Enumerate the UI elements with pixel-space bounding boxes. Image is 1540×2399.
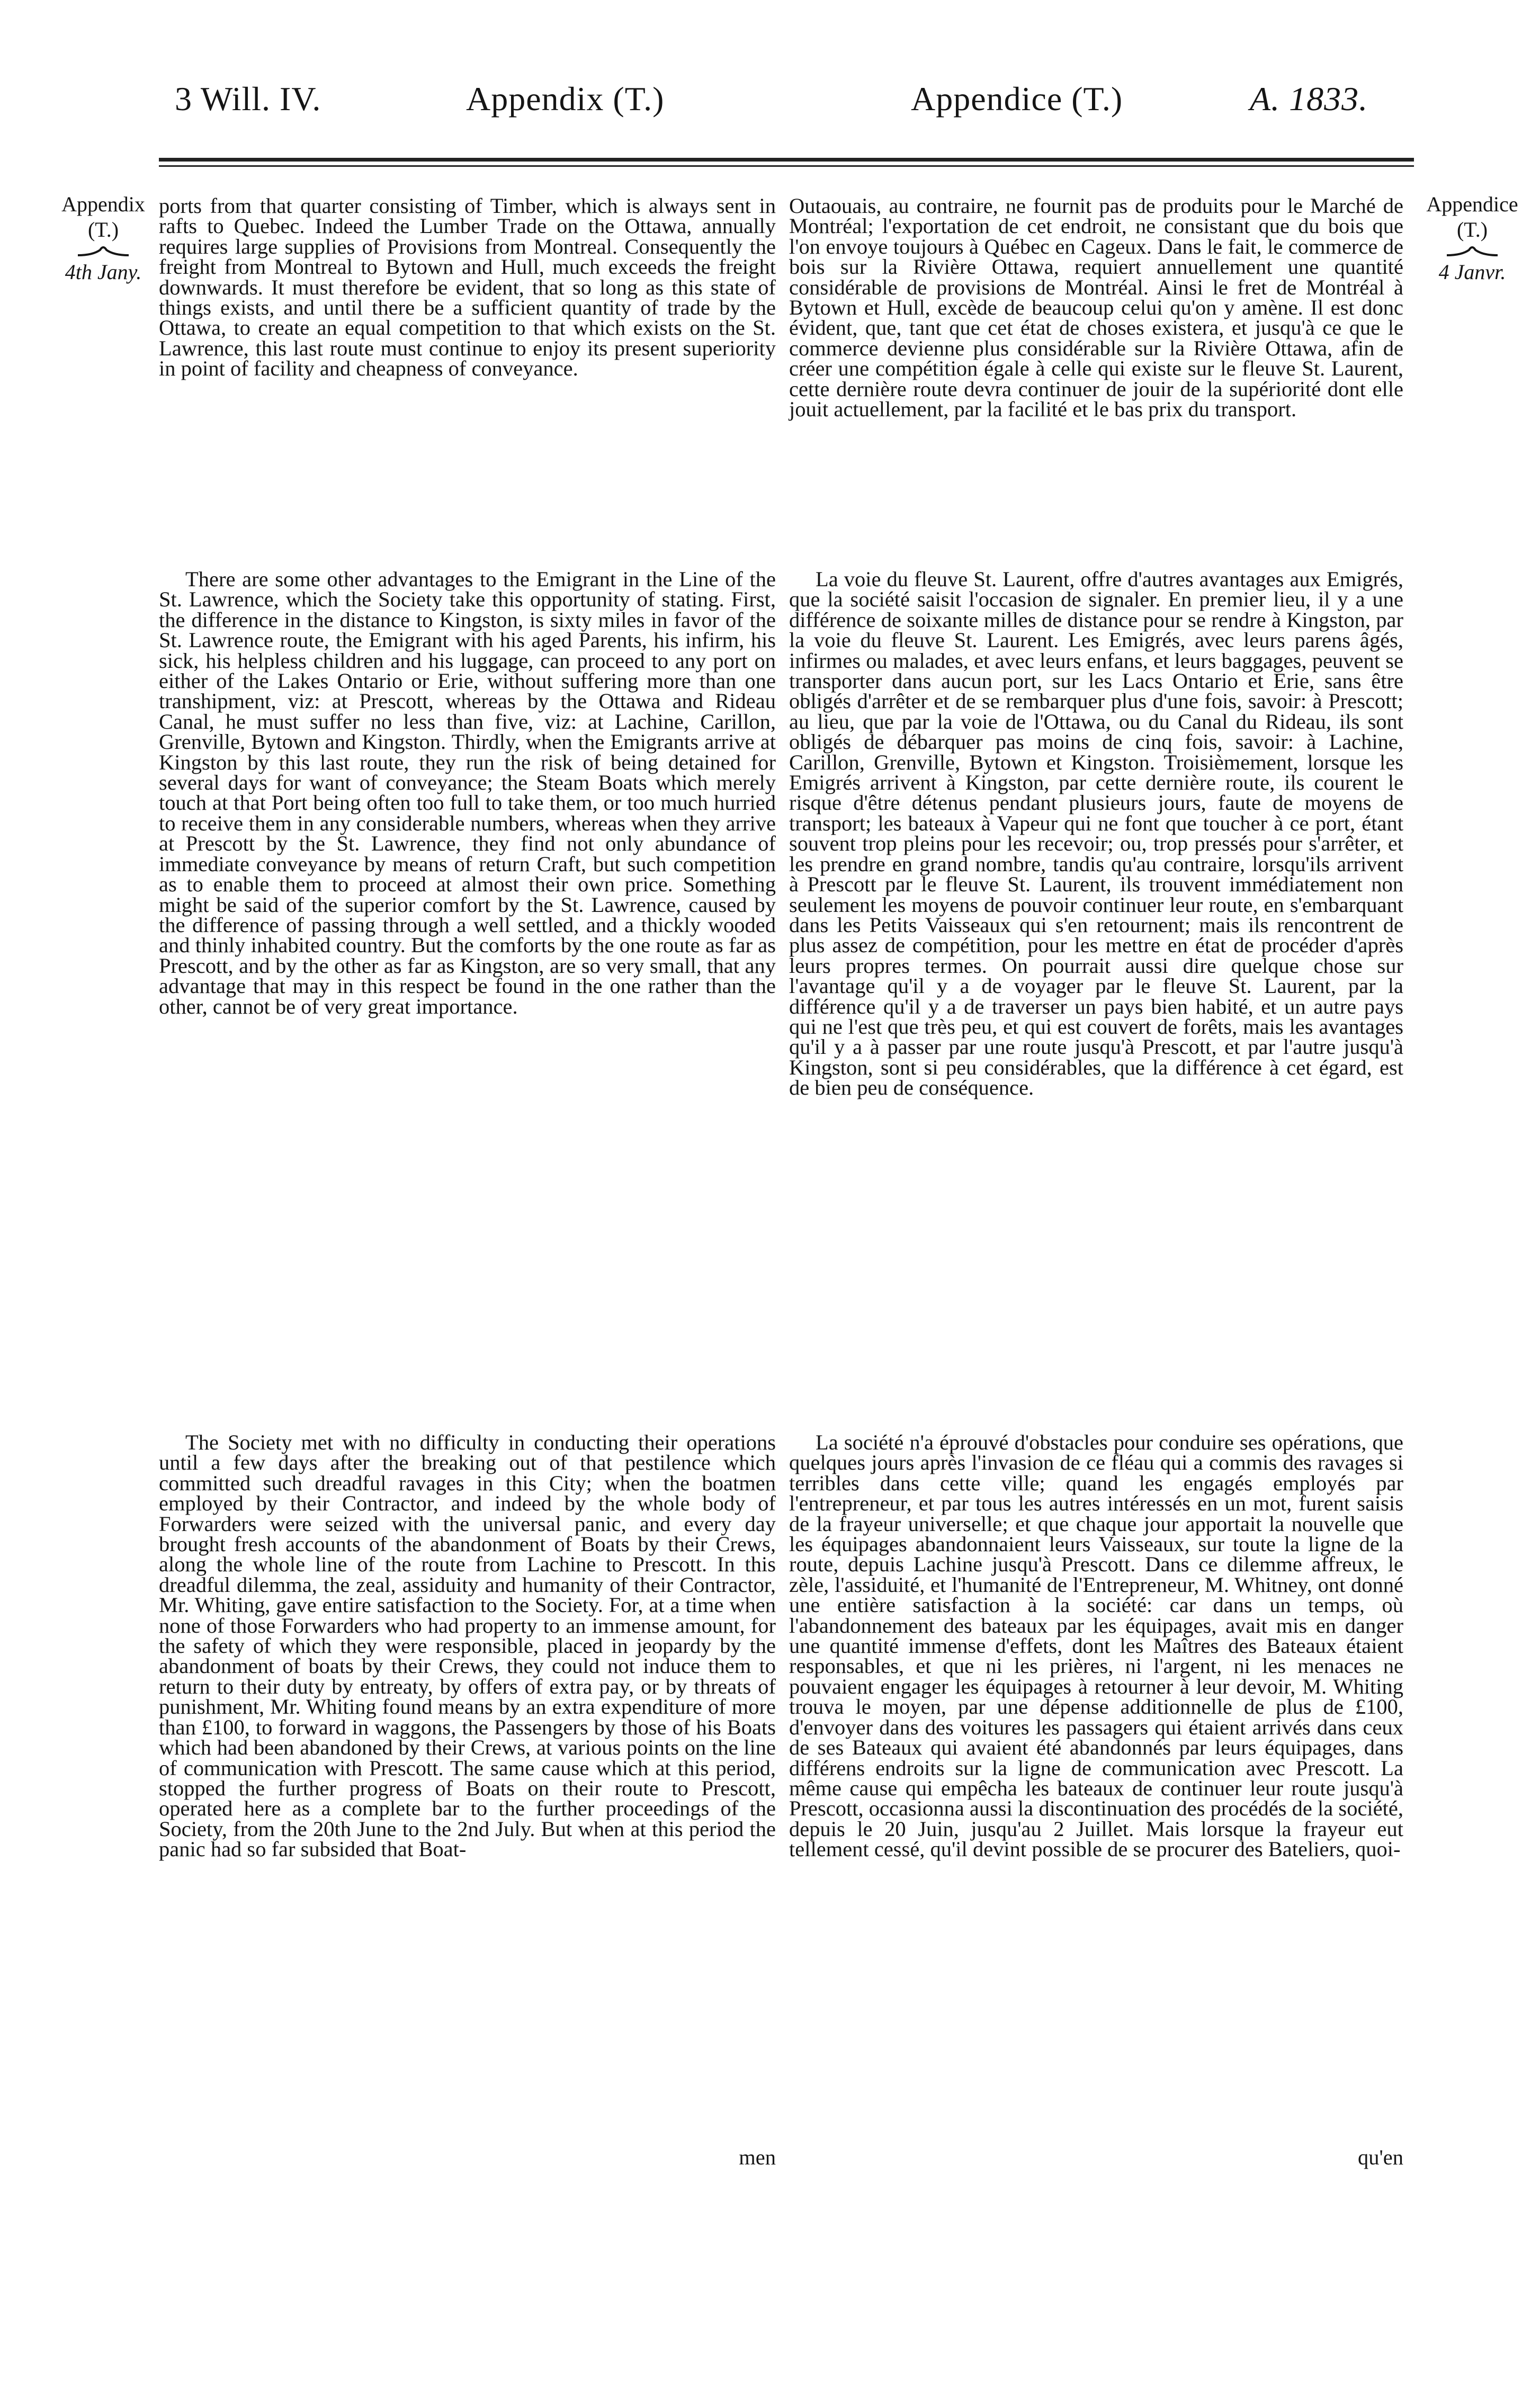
margin-right-date: 4 Janvr. [1438,260,1506,284]
header-appendix-french: Appendice (T.) [911,80,1123,118]
header-rule-thin [159,165,1414,167]
margin-left-date: 4th Jany. [65,260,142,284]
header-rule-thick [159,158,1414,162]
english-catchword: men [739,2145,776,2169]
running-header [0,79,1540,138]
english-paragraph-1: ports from that quarter consisting of Timber, which is always sent in rafts to Quebec. Indeed the Lumber Trade on the Ottawa, annually requires large supplies of Provisions from Montreal. Consequently the freight from Montreal to Bytown and Hull, much exceeds the freight downwards. It must therefore be evident, that so long as this state of things exists, and until there be a sufficient quantity of trade by the Ottawa, to create an equal competition to that which exists on the St. Lawrence, this last route must continue to enjoy its present superiority in point of facility and cheapness of conveyance. [159,194,776,381]
brace-ornament-icon [37,243,169,259]
header-year: A. 1833. [1250,80,1368,118]
margin-note-right [1406,192,1538,285]
margin-left-sub: (T.) [87,218,119,241]
header-regnal-year: 3 Will. IV. [175,80,321,118]
margin-right-label: Appendice [1426,192,1518,216]
french-paragraph-2: La voie du fleuve St. Laurent, offre d'autres avantages aux Emigrés, que la société saisit l'occasion de signaler. En premier lieu, il y a une différence de soixante milles de distance pour se rendre à Kingston, par la voie du fleuve St. Laurent. Les Emigrés, avec leurs parens âgés, infirmes ou malades, et avec leurs enfans, et leurs baggages, peuvent se transporter dans aucun port, sur les Lacs Ontario et Erie, sans être obligés d'arrêter et de se rembarquer plus d'une fois, savoir: à Prescott; au lieu, que par la voie de l'Ottawa, ou du Canal du Rideau, ils sont obligés de débarquer pas moins de cinq fois, savoir: à Lachine, Carillon, Grenville, Bytown et Kingston. Troisièmement, lorsque les Emigrés arrivent à Kingston, par cette dernière route, ils courent le risque d'être détenus pendant plusieurs jours, faute de moyens de transport; les bateaux à Vapeur qui ne font que toucher à ce port, étant souvent trop pleins pour les recevoir; ou, trop pressés pour s'arrêter, et les prendre en grand nombre, tandis qu'au contraire, lorsqu'ils arrivent à Prescott par le fleuve St. Laurent, ils trouvent immédiatement non seulement les moyens de pouvoir continuer leur route, en s'embarquant dans les Petits Vaisseaux qui s'en retournent; mais ils rencontrent de plus assez de compétition, pour les mettre en état de procéder d'après leurs propres termes. On pourrait aussi dire quelque chose sur l'avantage qu'il y a de voyager par le fleuve St. Laurent, par la différence qu'il y a de traverser un pays bien habité, et un autre pays qui ne l'est que très peu, et qui est couvert de forêts, mais les avantages qu'il y a à passer par une route jusqu'à Prescott, et par l'autre jusqu'à Kingston, sont si peu considérables, que la différence à cet égard, est de bien peu de conséquence. [789,567,1403,1100]
french-paragraph-3: La société n'a éprouvé d'obstacles pour conduire ses opérations, que quelques jours après l'invasion de ce fléau qui a commis des ravages si terribles dans cette ville; quand les engagés employés par l'entrepreneur, et par tous les autres intéressés en un mot, furent saisis de la frayeur universelle; et que chaque jour apportait la nouvelle que les équipages abandonnaient leurs Vaisseaux, sur toute la ligne de la route, depuis Lachine jusqu'à Prescott. Dans ce dilemme affreux, le zèle, l'assiduité, et l'humanité de l'Entrepreneur, M. Whitney, ont donné une entière satisfaction à la société: car dans un temps, où l'abandonnement des bateaux par les équipages, avait mis en danger une quantité immense d'effets, dont les Maîtres des Bateaux étaient responsables, et que ni les prières, ni l'argent, ni les menaces ne pouvaient engager les équipages à retourner à leur devoir, M. Whiting trouva le moyen, par une dépense additionnelle de plus de £100, d'envoyer dans des voitures les passagers qui étaient arrivés dans ceux de ses Bateaux qui avaient été abandonnés par leurs équipages, dans différens endroits sur la ligne de communication avec Prescott. La même cause qui empêcha les bateaux de continuer leur route jusqu'à Prescott, occasionna aussi la discontinuation des procédés de la société, depuis le 20 Juin, jusqu'au 2 Juillet. Mais lorsque la frayeur eut tellement cessé, qu'il devint possible de se procurer des Bateliers, quoi- [789,1430,1403,1861]
brace-ornament-icon [1406,243,1538,259]
header-appendix-english: Appendix (T.) [466,80,665,118]
french-catchword: qu'en [1357,2145,1403,2169]
margin-note-left [37,192,169,285]
margin-right-sub: (T.) [1456,218,1488,241]
french-paragraph-1: Outaouais, au contraire, ne fournit pas de produits pour le Marché de Montréal; l'exportation de cet endroit, ne consistant que du bois que l'on envoye toujours à Québec en Cageux. Dans le fait, le commerce de bois sur la Rivière Ottawa, requiert annuellement une quantité considérable de provisions de Montréal. Ainsi le fret de Montréal à Bytown et Hull, excède de beaucoup celui qu'on y amène. Il est donc évident, que, tant que cet état de choses existera, et jusqu'à ce que le commerce devienne plus considérable sur la Rivière Ottawa, afin de créer une compétition égale à celle qui existe sur le fleuve St. Laurent, cette dernière route devra continuer de jouir de la supériorité dont elle jouit actuellement, par la facilité et le bas prix du transport. [789,194,1403,422]
margin-left-label: Appendix [61,192,145,216]
english-paragraph-3: The Society met with no difficulty in conducting their operations until a few days after the breaking out of that pestilence which committed such dreadful ravages in this City; when the boatmen employed by their Contractor, and indeed by the whole body of Forwarders were seized with the universal panic, and every day brought fresh accounts of the abandonment of Boats by their Crews, along the whole line of the route from Lachine to Prescott. In this dreadful dilemma, the zeal, assiduity and humanity of their Contractor, Mr. Whiting, gave entire satisfaction to the Society. For, at a time when none of those Forwarders who had property to an immense amount, for the safety of which they were responsible, placed in jeopardy by the abandonment of boats by their Crews, they could not induce them to return to their duty by entreaty, by offers of extra pay, or by threats of punishment, Mr. Whiting found means by an extra expenditure of more than £100, to forward in waggons, the Passengers by those of his Boats which had been abandoned by their Crews, at various points on the line of communication with Prescott. The same cause which at this period, stopped the further progress of Boats on their route to Prescott, operated here as a complete bar to the further proceedings of the Society, from the 20th June to the 2nd July. But when at this period the panic had so far subsided that Boat- [159,1430,776,1861]
english-paragraph-2: There are some other advantages to the Emigrant in the Line of the St. Lawrence, which the Society take this opportunity of stating. First, the difference in the distance to Kingston, is sixty miles in favor of the St. Lawrence route, the Emigrant with his aged Parents, his infirm, his sick, his helpless children and his luggage, can proceed to any port on either of the Lakes Ontario or Erie, without suffering more than one transhipment, viz: at Prescott, whereas by the Ottawa and Rideau Canal, he must suffer no less than five, viz: at Lachine, Carillon, Grenville, Bytown and Kingston. Thirdly, when the Emigrants arrive at Kingston by this last route, they run the risk of being detained for several days for want of conveyance; the Steam Boats which merely touch at that Port being often too full to take them, or too much hurried to receive them in any considerable numbers, whereas when they arrive at Prescott by the St. Lawrence, they find not only abundance of immediate conveyance by means of return Craft, but such competition as to enable them to proceed at almost their own price. Something might be said of the superior comfort by the St. Lawrence, caused by the difference of passing through a well settled, and a thickly wooded and thinly inhabited country. But the comforts by the one route as far as Prescott, and by the other as far as Kingston, are so very small, that any advantage that may in this respect be found in the one rather than the other, cannot be of very great importance. [159,567,776,1018]
